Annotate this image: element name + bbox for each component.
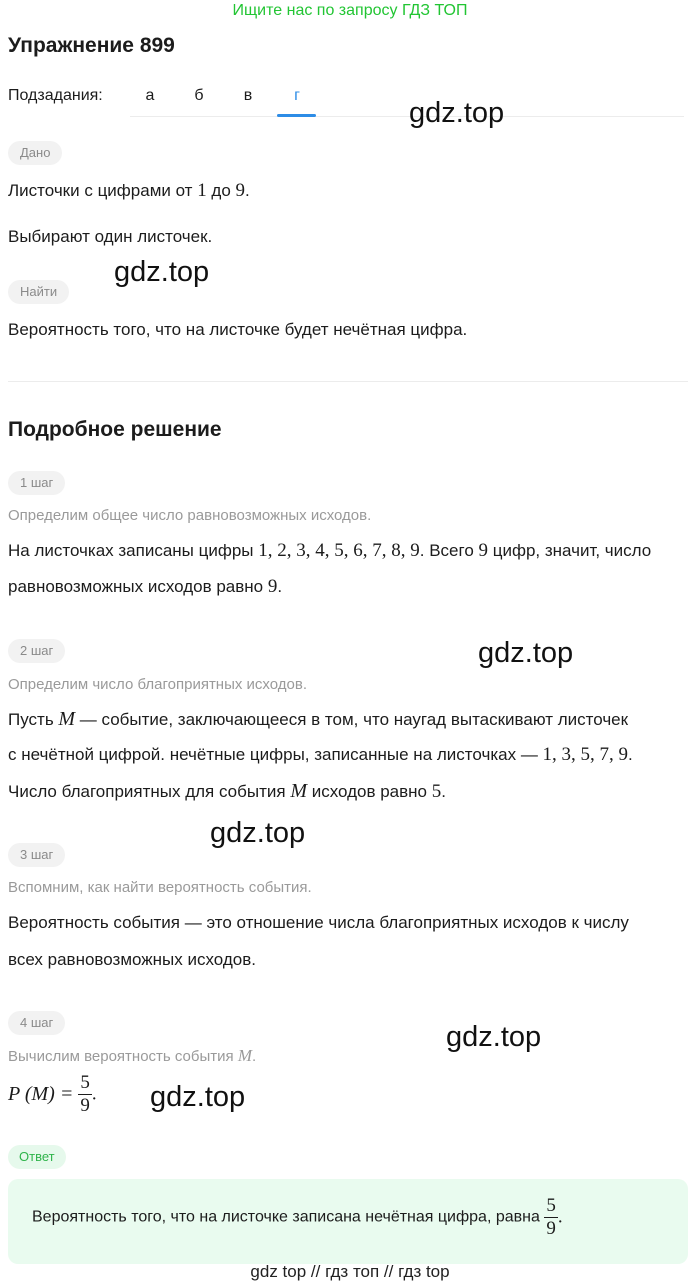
step-1-line-2: равновозможных исходов равно 9. [8, 576, 283, 597]
step-1-line-1: На листочках записаны цифры 1, 2, 3, 4, 5, 6, 7, 8, 9. Всего 9 цифр, значит, число [8, 540, 652, 561]
step-2-line-3: Число благоприятных для события M исходов равно 5. [8, 780, 446, 802]
step-3-line-2: всех равновозможных исходов. [8, 950, 256, 969]
step-4-formula: P (M) = $\frac{5}{9}$ . [8, 1072, 97, 1116]
answer-text: Вероятность того, что на листочке записана нечётная цифра, равна $\frac{5}{9}$ . [32, 1195, 563, 1239]
step-4-hint: Вычислим вероятность события M. [8, 1046, 257, 1065]
find-text: Вероятность того, что на листочке будет нечётная цифра. [8, 320, 468, 339]
page-title: Упражнение 899 [8, 34, 175, 57]
step-2-line-2: с нечётной цифрой. нечётные цифры, записанные на листочках — 1, 3, 5, 7, 9. [8, 744, 633, 765]
watermark: gdz.top [446, 1021, 542, 1053]
answer-badge: Ответ [8, 1145, 66, 1169]
tab-b[interactable]: б [194, 87, 204, 104]
footer-links: gdz top // гдз топ // гдз top [250, 1262, 450, 1281]
given-badge: Дано [8, 141, 62, 165]
answer-fraction: $\frac{5}{9}$ [546, 1195, 556, 1239]
watermark: gdz.top [150, 1081, 246, 1113]
step-3-line-1: Вероятность события — это отношение числа благоприятных исходов к числу [8, 913, 629, 932]
step-2-hint: Определим число благоприятных исходов. [8, 676, 307, 693]
subtasks-label: Подзадания: [8, 87, 103, 104]
tab-g[interactable]: г [294, 87, 300, 104]
step-1-badge: 1 шаг [8, 471, 65, 495]
find-badge: Найти [8, 280, 69, 304]
step-3-badge: 3 шаг [8, 843, 65, 867]
tab-v[interactable]: в [243, 87, 253, 104]
solution-title: Подробное решение [8, 418, 222, 441]
step-2-badge: 2 шаг [8, 639, 65, 663]
step-2-line-1: Пусть M — событие, заключающееся в том, что наугад вытаскивают листочек [8, 708, 629, 730]
probability-fraction: $\frac{5}{9}$ [80, 1072, 90, 1116]
given-line-2: Выбирают один листочек. [8, 227, 213, 246]
top-banner: Ищите нас по запросу ГДЗ ТОП [232, 2, 468, 19]
active-tab-indicator [277, 114, 316, 117]
step-4-badge: 4 шаг [8, 1011, 65, 1035]
step-1-hint: Определим общее число равновозможных исходов. [8, 507, 372, 524]
given-line-1: Листочки с цифрами от 1 до 9. [8, 180, 250, 201]
step-3-hint: Вспомним, как найти вероятность события. [8, 879, 312, 896]
watermark: gdz.top [478, 637, 574, 669]
tabs-divider [130, 116, 684, 117]
watermark: gdz.top [114, 256, 210, 288]
watermark: gdz.top [409, 97, 505, 129]
section-divider [8, 381, 688, 382]
tab-a[interactable]: а [145, 87, 155, 104]
watermark: gdz.top [210, 817, 306, 849]
